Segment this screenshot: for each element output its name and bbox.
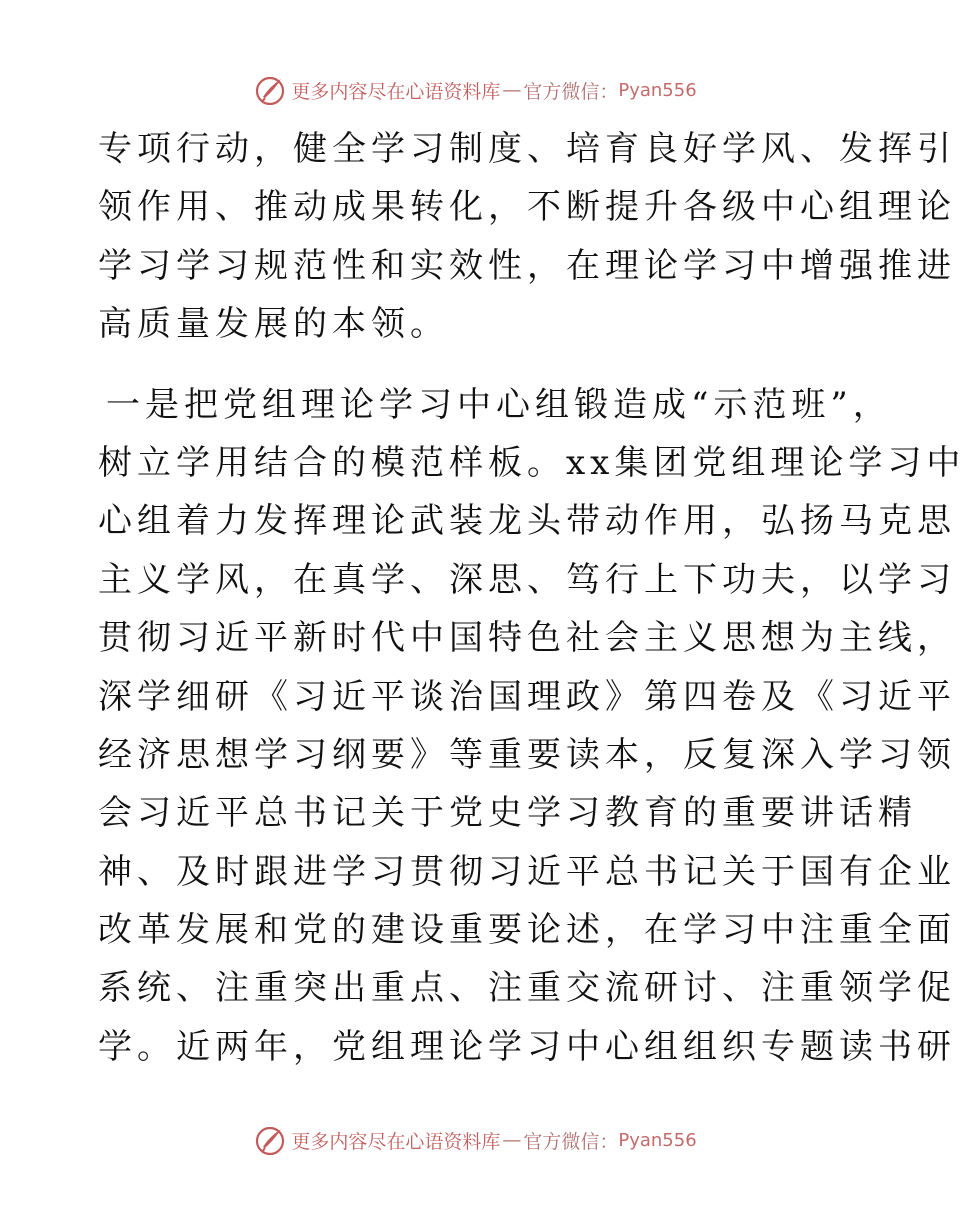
watermark-brand: 更多内容尽在心语资料库 bbox=[291, 80, 501, 103]
paragraph-1 bbox=[98, 120, 956, 354]
document-body bbox=[98, 120, 965, 1076]
text-line: 系统、注重突出重点、注重交流研讨、注重领学促 bbox=[98, 968, 956, 1009]
watermark-official-label: 官方微信： bbox=[523, 80, 619, 103]
text-line: 会习近平总书记关于党史学习教育的重要讲话精 bbox=[98, 793, 917, 834]
text-line: 改革发展和党的建设重要论述，在学习中注重全面 bbox=[98, 910, 956, 951]
watermark-wechat-id: Pyan556 bbox=[618, 1129, 697, 1151]
text-line: 一是把党组理论学习中心组锻造成“示范班”， bbox=[106, 384, 892, 425]
feather-pen-circle-icon bbox=[253, 1123, 287, 1157]
text-line: 学。近两年，党组理论学习中心组组织专题读书研 bbox=[98, 1026, 956, 1067]
watermark-wechat-id: Pyan556 bbox=[618, 79, 697, 101]
text-line: 高质量发展的本领。 bbox=[98, 304, 449, 345]
text-line: 心组着力发挥理论武装龙头带动作用，弘扬马克思 bbox=[98, 501, 956, 542]
watermark-header bbox=[0, 70, 950, 110]
text-line: 经济思想学习纲要》等重要读本，反复深入学习领 bbox=[98, 734, 956, 775]
watermark-separator: — bbox=[502, 79, 522, 101]
watermark-brand: 更多内容尽在心语资料库 bbox=[291, 1130, 501, 1153]
text-line: 领作用、推动成果转化，不断提升各级中心组理论 bbox=[98, 187, 956, 228]
text-line: 贯彻习近平新时代中国特色社会主义思想为主线， bbox=[98, 618, 956, 659]
text-line: 主义学风，在真学、深思、笃行上下功夫，以学习 bbox=[98, 559, 956, 600]
text-line: 深学细研《习近平谈治国理政》第四卷及《习近平 bbox=[98, 676, 956, 717]
watermark-separator: — bbox=[502, 1129, 522, 1151]
text-line: 专项行动，健全学习制度、培育良好学风、发挥引 bbox=[98, 129, 956, 169]
paragraph-gap bbox=[98, 354, 850, 376]
text-line: 树立学用结合的模范样板。xx集团党组理论学习中 bbox=[98, 442, 965, 483]
text-line: 神、及时跟进学习贯彻习近平总书记关于国有企业 bbox=[98, 851, 956, 892]
text-line: 学习学习规范性和实效性，在理论学习中增强推进 bbox=[98, 245, 956, 286]
paragraph-2 bbox=[98, 376, 965, 1077]
watermark-official-label: 官方微信： bbox=[523, 1130, 619, 1153]
watermark-footer bbox=[0, 1120, 950, 1160]
feather-pen-circle-icon bbox=[253, 73, 287, 107]
